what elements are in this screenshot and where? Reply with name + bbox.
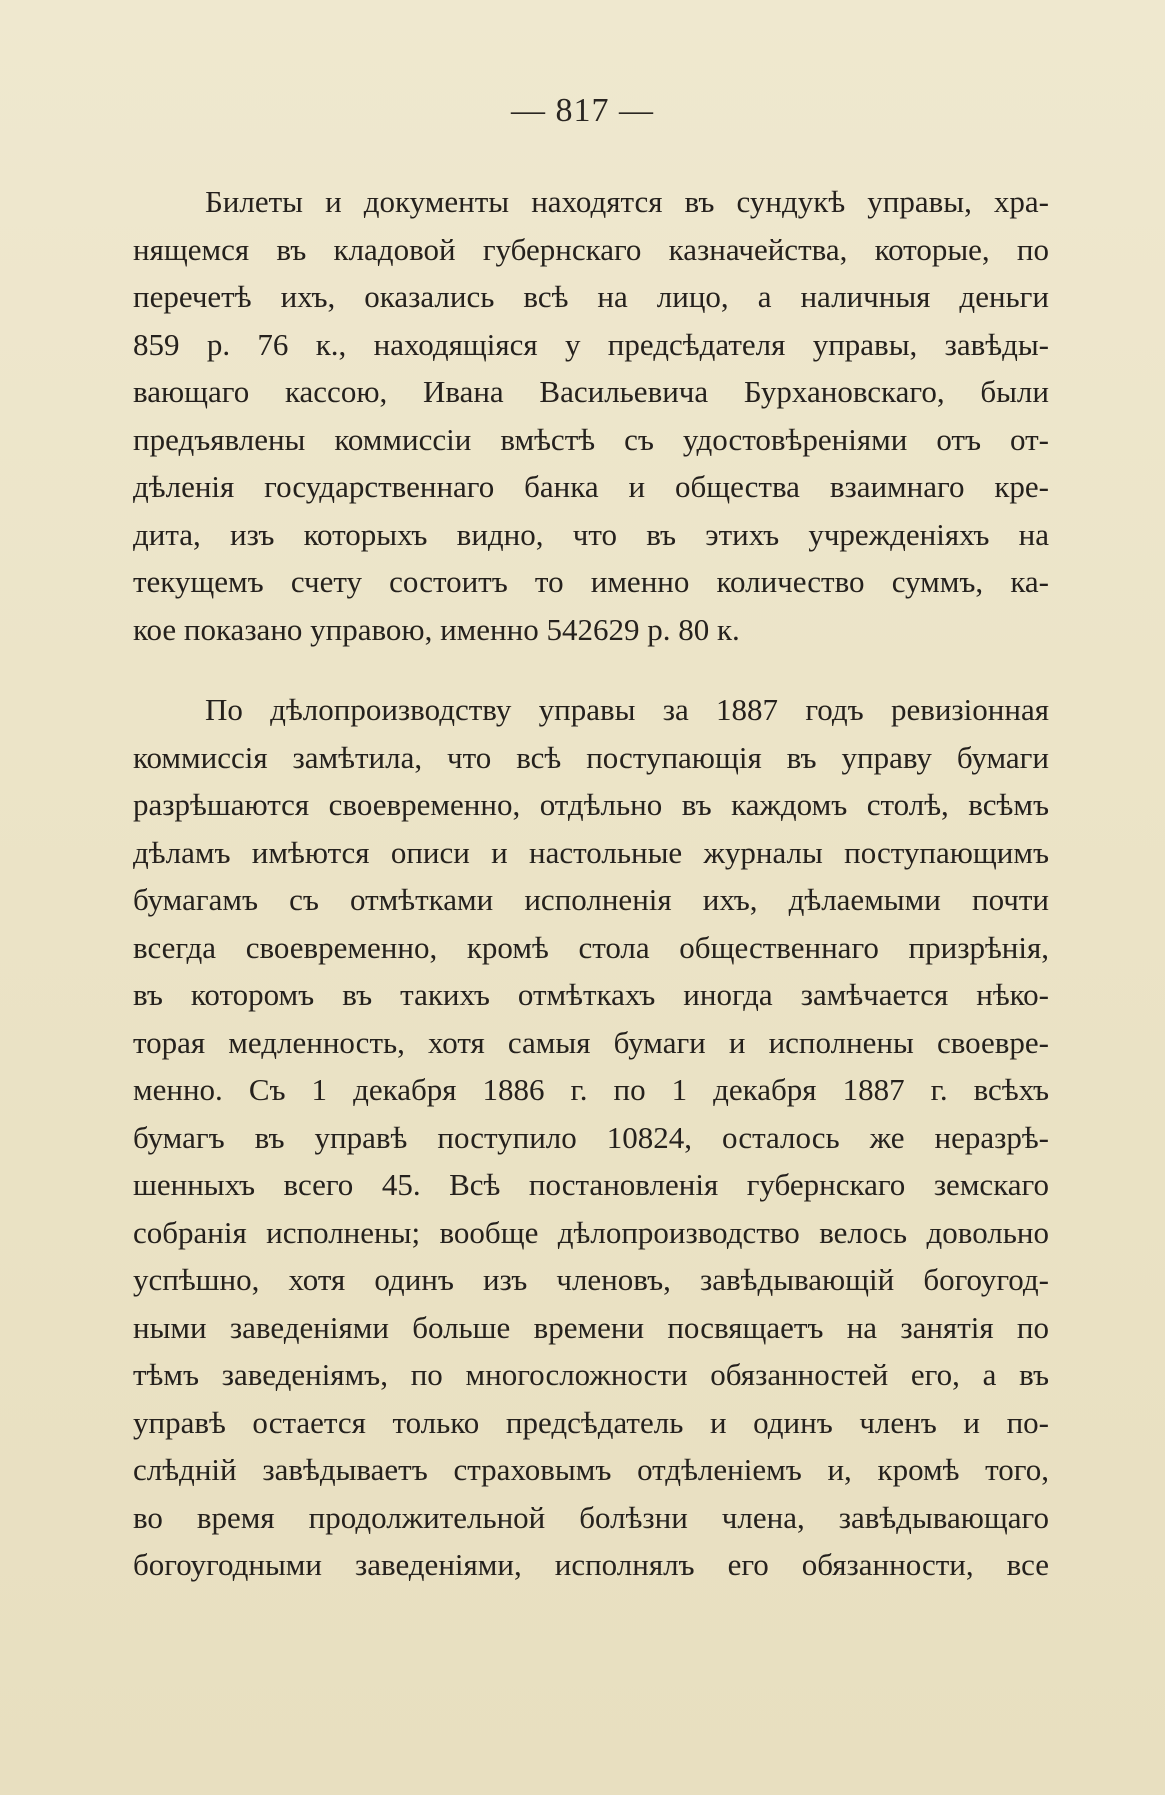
page-number: — 817 — (511, 92, 654, 129)
text-line: предъявлены коммиссіи вмѣстѣ съ удостовѣреніями отъ от- (133, 421, 1049, 457)
paragraph-1 (133, 178, 1049, 653)
text-line: Билеты и документы находятся въ сундукѣ управы, хра- (205, 184, 1049, 219)
text-line: ными заведеніями больше времени посвящаетъ на занятія по (133, 1309, 1049, 1345)
text-line: По дѣлопроизводству управы за 1887 годъ ревизіонная (205, 692, 1049, 727)
text-line: богоугодными заведеніями, исполнялъ его обязанности, все (133, 1547, 1049, 1582)
text-line: коммиссія замѣтила, что всѣ поступающія въ управу бумаги (133, 739, 1049, 775)
text-line: дѣленія государственнаго банка и общества взаимнаго кре- (133, 469, 1049, 504)
text-line: дита, изъ которыхъ видно, что въ этихъ учрежденіяхъ на (133, 516, 1049, 552)
text-line: слѣдній завѣдываетъ страховымъ отдѣленіемъ и, кромѣ того, (133, 1452, 1049, 1487)
text-line: во время продолжительной болѣзни члена, завѣдывающаго (133, 1499, 1049, 1535)
text-line: въ которомъ въ такихъ отмѣткахъ иногда замѣчается нѣко- (133, 977, 1049, 1012)
text-line: текущемъ счету состоитъ то именно количество суммъ, ка- (133, 564, 1049, 599)
text-line: собранія исполнены; вообще дѣлопроизводство велось довольно (133, 1214, 1049, 1250)
text-line: менно. Съ 1 декабря 1886 г. по 1 декабря 1887 г. всѣхъ (133, 1072, 1049, 1107)
text-line: перечетѣ ихъ, оказались всѣ на лицо, а наличныя деньги (133, 279, 1049, 314)
text-line: разрѣшаются своевременно, отдѣльно въ каждомъ столѣ, всѣмъ (133, 787, 1049, 822)
paragraph-2 (133, 686, 1049, 1589)
text-line: бумагъ въ управѣ поступило 10824, осталось же неразрѣ- (133, 1119, 1049, 1155)
text-line: шенныхъ всего 45. Всѣ постановленія губернскаго земскаго (133, 1167, 1049, 1202)
text-line: вающаго кассою, Ивана Васильевича Бурхановскаго, были (133, 374, 1049, 409)
text-line: бумагамъ съ отмѣтками исполненія ихъ, дѣлаемыми почти (133, 882, 1049, 917)
text-line: управѣ остается только предсѣдатель и одинъ членъ и по- (133, 1404, 1049, 1440)
text-line: нящемся въ кладовой губернскаго казначейства, которые, по (133, 231, 1049, 267)
text-line: дѣламъ имѣются описи и настольные журналы поступающимъ (133, 834, 1049, 870)
text-line: 859 р. 76 к., находящіяся у предсѣдателя управы, завѣды- (133, 326, 1049, 362)
text-line: успѣшно, хотя одинъ изъ членовъ, завѣдывающій богоугод- (133, 1262, 1049, 1297)
text-line: кое показано управою, именно 542629 р. 80 к. (133, 611, 740, 647)
text-line: тѣмъ заведеніямъ, по многосложности обязанностей его, а въ (133, 1357, 1049, 1392)
text-line: всегда своевременно, кромѣ стола общественнаго призрѣнія, (133, 929, 1049, 965)
text-line: торая медленность, хотя самыя бумаги и исполнены своевре- (133, 1024, 1049, 1060)
